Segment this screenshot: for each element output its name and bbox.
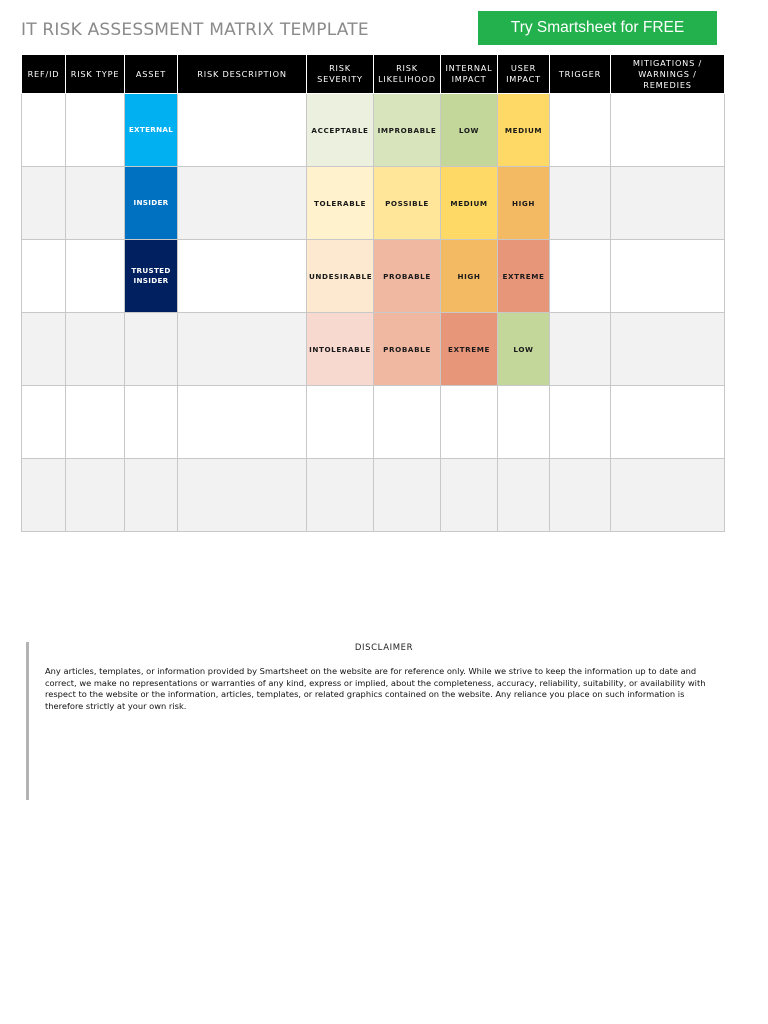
- risk-likelihood-cell[interactable]: [374, 459, 441, 532]
- ref-id-cell[interactable]: [22, 94, 66, 167]
- table-row: [22, 94, 725, 167]
- internal-impact-cell[interactable]: [441, 386, 498, 459]
- column-header: MITIGATIONS / WARNINGS / REMEDIES: [611, 55, 725, 94]
- trigger-cell[interactable]: [550, 386, 611, 459]
- user-impact-cell[interactable]: MEDIUM: [498, 94, 550, 167]
- risk-type-cell[interactable]: [66, 386, 125, 459]
- trigger-cell[interactable]: [550, 167, 611, 240]
- risk-severity-cell[interactable]: UNDESIRABLE: [307, 240, 374, 313]
- page-title: IT RISK ASSESSMENT MATRIX TEMPLATE: [21, 20, 369, 40]
- internal-impact-cell[interactable]: LOW: [441, 94, 498, 167]
- risk-likelihood-cell[interactable]: IMPROBABLE: [374, 94, 441, 167]
- risk-likelihood-cell[interactable]: [374, 386, 441, 459]
- user-impact-cell[interactable]: [498, 459, 550, 532]
- table-row: [22, 313, 725, 386]
- user-impact-cell[interactable]: HIGH: [498, 167, 550, 240]
- asset-cell[interactable]: [125, 386, 178, 459]
- ref-id-cell[interactable]: [22, 167, 66, 240]
- ref-id-cell[interactable]: [22, 459, 66, 532]
- risk-type-cell[interactable]: [66, 167, 125, 240]
- ref-id-cell[interactable]: [22, 386, 66, 459]
- user-impact-cell[interactable]: [498, 386, 550, 459]
- risk-likelihood-cell[interactable]: PROBABLE: [374, 240, 441, 313]
- risk-type-cell[interactable]: [66, 313, 125, 386]
- risk-description-cell[interactable]: [178, 386, 307, 459]
- trigger-cell[interactable]: [550, 240, 611, 313]
- internal-impact-cell[interactable]: [441, 459, 498, 532]
- risk-severity-cell[interactable]: INTOLERABLE: [307, 313, 374, 386]
- mitigations-cell[interactable]: [611, 167, 725, 240]
- user-impact-cell[interactable]: EXTREME: [498, 240, 550, 313]
- column-header: REF/ID: [22, 55, 66, 94]
- disclaimer-title: DISCLAIMER: [354, 643, 414, 653]
- risk-description-cell[interactable]: [178, 313, 307, 386]
- ref-id-cell[interactable]: [22, 240, 66, 313]
- risk-severity-cell[interactable]: [307, 459, 374, 532]
- asset-cell[interactable]: INSIDER: [125, 167, 178, 240]
- mitigations-cell[interactable]: [611, 313, 725, 386]
- internal-impact-cell[interactable]: EXTREME: [441, 313, 498, 386]
- column-header: INTERNAL IMPACT: [441, 55, 498, 94]
- column-header: ASSET: [125, 55, 178, 94]
- trigger-cell[interactable]: [550, 94, 611, 167]
- risk-type-cell[interactable]: [66, 94, 125, 167]
- table-row: [22, 386, 725, 459]
- column-header: RISK TYPE: [66, 55, 125, 94]
- risk-likelihood-cell[interactable]: POSSIBLE: [374, 167, 441, 240]
- asset-cell[interactable]: [125, 459, 178, 532]
- column-header: RISK LIKELIHOOD: [374, 55, 441, 94]
- table-header-row: [22, 55, 725, 94]
- mitigations-cell[interactable]: [611, 240, 725, 313]
- mitigations-cell[interactable]: [611, 459, 725, 532]
- mitigations-cell[interactable]: [611, 386, 725, 459]
- trigger-cell[interactable]: [550, 313, 611, 386]
- risk-severity-cell[interactable]: TOLERABLE: [307, 167, 374, 240]
- risk-severity-cell[interactable]: ACCEPTABLE: [307, 94, 374, 167]
- risk-description-cell[interactable]: [178, 167, 307, 240]
- risk-type-cell[interactable]: [66, 240, 125, 313]
- user-impact-cell[interactable]: LOW: [498, 313, 550, 386]
- column-header: RISK SEVERITY: [307, 55, 374, 94]
- trigger-cell[interactable]: [550, 459, 611, 532]
- internal-impact-cell[interactable]: HIGH: [441, 240, 498, 313]
- column-header: TRIGGER: [550, 55, 611, 94]
- risk-description-cell[interactable]: [178, 459, 307, 532]
- risk-type-cell[interactable]: [66, 459, 125, 532]
- asset-cell[interactable]: TRUSTED INSIDER: [125, 240, 178, 313]
- table-row: [22, 167, 725, 240]
- risk-likelihood-cell[interactable]: PROBABLE: [374, 313, 441, 386]
- risk-description-cell[interactable]: [178, 94, 307, 167]
- try-smartsheet-button[interactable]: Try Smartsheet for FREE: [478, 11, 717, 45]
- table-row: [22, 240, 725, 313]
- asset-cell[interactable]: [125, 313, 178, 386]
- table-row: [22, 459, 725, 532]
- column-header: RISK DESCRIPTION: [178, 55, 307, 94]
- internal-impact-cell[interactable]: MEDIUM: [441, 167, 498, 240]
- ref-id-cell[interactable]: [22, 313, 66, 386]
- risk-description-cell[interactable]: [178, 240, 307, 313]
- disclaimer-bar: [26, 642, 29, 800]
- mitigations-cell[interactable]: [611, 94, 725, 167]
- risk-severity-cell[interactable]: [307, 386, 374, 459]
- risk-matrix-table: [21, 54, 725, 532]
- asset-cell[interactable]: EXTERNAL: [125, 94, 178, 167]
- column-header: USER IMPACT: [498, 55, 550, 94]
- disclaimer-body: Any articles, templates, or information provided by Smartsheet on the website are for reference only. While we strive to keep the information up to date and correct, we make no representations or warranties of any kind, express or implied, about the completeness, accuracy, reliability, suitability, or availability with respect to the website or the information, articles, templates, or related graphics contained on the website. Any reliance you place on such information is therefore strictly at your own risk.: [45, 666, 706, 711]
